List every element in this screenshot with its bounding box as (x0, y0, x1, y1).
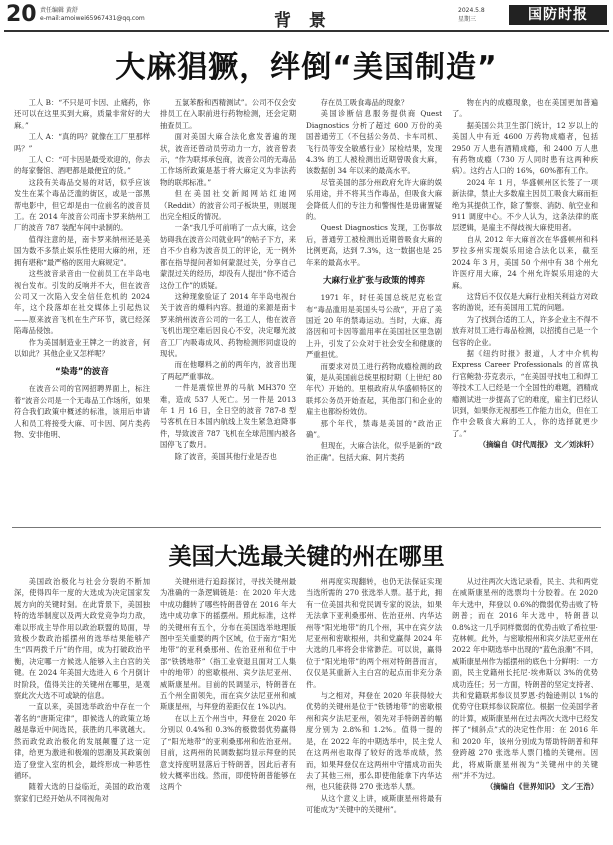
article-credit: （摘编自《世界知识》 文／王浩） (486, 782, 598, 792)
paragraph: 随着大选的日益临近，美国的政治观察家们已经开始从不同视角对 (14, 782, 150, 803)
paragraph: 但在美国社交新闻网站红迪网（Reddit）的波音公司子板块里，则展现出完全相反的情况。 (160, 189, 296, 222)
paragraph: 但现在，大麻合法化，似乎是新的“政治正确”。包括大麻、阿片类药 (306, 441, 442, 462)
paragraph: 与之相对，拜登在 2020 年获得较大优势的关键州是位于“铁锈地带”的密歇根州和宾夕法尼亚州，领先对手特朗普的幅度分别为 2.8%和 1.2%。值得一提的是，在 2022 年的中期选举中，民主党人在这两州也取得了较好的选举成绩，然而，如果拜登仅在这两州中守擂成功而失去了其他三州，那么即使他能拿下内华达州，也只能获得 270 张选举人票。 (306, 691, 442, 792)
article-divider (12, 527, 601, 528)
article1-column-4 (452, 97, 598, 451)
article1-column-2 (160, 97, 296, 462)
paragraph: 作为美国制造业王牌之一的波音，何以如此？其他企业又怎样呢？ (14, 337, 150, 358)
paragraph: 据美国公共卫生部门统计，12 岁以上的美国人中有近 4600 万药物成瘾者，包括 2950 万人患有酒精成瘾，和 2400 万人患有药物成瘾（730 万人同时患有这两种疾病）。这约占人口的 16%，60%都有工作。 (452, 120, 598, 176)
paragraph: 这些波音录音由一位前员工在半岛电视台发布。引发的反响并不大，但在波音公司又一次陷入安全信任危机的 2024 年，这个段落却在社交媒体上引起热议——原来波音飞机在生产环节，就已经深陷毒品侵蚀。 (14, 269, 150, 336)
editor-email: e-mail:amoiwei65967431@qq.com (40, 15, 145, 22)
paragraph: 2024 年 1 月，华盛顿州区长签了一项新法律，禁止大多数雇主因员工吸食大麻而拒绝为其提供工作，除了警察、消防、航空业和 911 调度中心。不少人认为，这条法律的底层逻辑，是雇主不得歧视大麻使用者。 (452, 177, 598, 233)
article2-column-2 (160, 576, 296, 793)
paragraph: 一直以来，美国选举政治中存在一个著名的“唐斯定律”，即候选人的政策立场越是靠近中间选民，获胜的几率就越大。然而政党政治极化的发展颠覆了这一定律，给更为激进和极端的思潮及其政策创造了登堂入室的机会，最终形成一种恶性循环。 (14, 702, 150, 780)
subheading: “染毒”的波音 (55, 367, 109, 378)
article2-headline: 美国大选最关键的州在哪里 (168, 544, 445, 570)
paragraph: 从这个意义上讲，威斯康星州将最有可能成为“关键中的关键州”。 (306, 793, 442, 815)
paragraph: 美国诊断信息服务提供商 Quest Diagnostics 分析了超过 600 万份的美国普通劳工（不包括公务员、卡车司机、飞行员等安全敏感行业）尿检结果，发现 4.3% 的工人被检测出近期曾吸食大麻，该数据创 34 年以来的最高水平。 (306, 109, 442, 176)
paragraph: 从过往两次大选记录看，民主、共和两党在威斯康星州的选票均十分胶着。在 2020 年大选中，拜登以 0.6%的微弱优势击败了特朗普；而在 2016 年大选中，特朗普以 0.8%这一几乎同样微弱的优势击败了希拉里·克林顿。此外，与密歇根州和宾夕法尼亚州在 2022 年中期选举中出现的“蓝色浪潮”不同，威斯康星州作为摇摆州的底色十分鲜明：一方面，民主党籍州长托尼·埃弗斯以 3%的优势成功连任；另一方面，特朗普的坚定支持者、共和党籍联邦参议员罗恩·约翰逊则以 1%的优势守住联邦参议院席位。根据一位美国学者的计算，威斯康星州在过去两次大选中已经发挥了“倾斜点”式的决定性作用：在 2016 年和 2020 年，该州分别成为帮助特朗普和拜登跨越 270 张选举人票门槛的关键州。因此，将威斯康星州视为“关键州中的关键州”并不为过。 (452, 577, 598, 780)
subheading: 大麻行业扩张与政策的博弈 (322, 276, 425, 287)
paragraph: 而要求对员工进行药物成瘾检测的政策，是从美国前总统里根时期（上世纪 80 年代）开始的。里根政府从华盛顿特区的联邦公务员开始查起，其他部门和企业的雇主也都纷纷效仿。 (306, 361, 442, 417)
paragraph: 五氯苯酚和西精测试”。公司不仅会安排员工在入职前进行药物检测，还会定期抽查员工。 (160, 98, 296, 130)
paragraph: 除了波音，美国其他行业是否也 (174, 451, 277, 461)
paragraph: 州再度实现翻转，也仍无法保证实现当选所需的 270 张选举人票。基于此，拥有一位美国共和党民调专家的说法，如果无法拿下亚利桑那州、佐治亚州、内华达州等“阳光地带”的几个州，其中在宾夕法尼亚州和密歇根州，共和党赢得 2024 年大选的几率将会非常渺茫。可以说，赢得位于“阳光地带”的两个州对特朗普而言，仅仅是其重新入主白宫的起点而非充分条件。 (306, 577, 442, 689)
editor-name: 责任编辑 黄舒 (40, 7, 78, 14)
weekday: 星期三 (458, 16, 477, 23)
paragraph: Quest Diagnostics 发现，工伤事故后，普通劳工被检测出近期曾吸食大麻的比例更高，达到 7.3%，这一数据也是 25 年来的最高水平。 (306, 223, 442, 267)
paragraph: 而在他曝料之前的两年内，波音出现了两起严重事故。 (160, 360, 296, 381)
paragraph: 存在员工吸食毒品的现象？ (320, 98, 409, 107)
paragraph: 那个年代，禁毒是美国的“政治正确”。 (306, 418, 442, 439)
paragraph: 这段有关毒品交易的对话，似乎应该发生在某个毒品泛滥的街区，或是一部黑帮电影中，但它却是由一位前名的波音员工。在 2014 年波音公司南卡罗来纳州工厂的波音 787 装配车间中录制的。 (14, 177, 150, 233)
paragraph: 美国政治极化与社会分裂的不断加深，使得四年一度的大选成为决定国家发展方向的关键时刻。在此背景下，美国独特的选举制度以及两大政党竞争均力敌，难以形成主导作用以政治联盟的局面，导致极少数政治摇摆州的选举结果能够产生“四两拨千斤”的作用，成为打破政治平衡，决定哪一方候选人能够入主白宫的关键。在 2024 年美国大选进入 6 个月倒计时阶段，值得关注的关键州在哪里，是观察此次大选不可或缺的信息。 (14, 577, 150, 701)
paragraph: 在以上五个州当中，拜登在 2020 年分别以 0.4%和 0.3%的极微弱优势赢得了“阳光地带”的亚利桑那州和佐治亚州。目前，这两州的民调数据均显示拜登的民意支持度明显落后于特朗普，因此后者有较大概率出线。然而，即使特朗普能够在这两个 (160, 713, 296, 792)
date: 2024.5.8 (458, 7, 485, 14)
article2-column-3 (306, 576, 442, 816)
paragraph: 值得注意的是，南卡罗来纳州还是美国为数不多禁止娱乐性使用大麻的州，还拥有堪称“最严格的医用大麻规定”。 (14, 234, 150, 267)
paragraph: 这背后不仅仅是大麻行业相关利益方对政客的游说，还有美国用工荒的问题。 (452, 291, 598, 313)
article1-column-3 (306, 97, 442, 463)
paragraph: 在波音公司的官网招聘界面上，标注着“波音公司是一个无毒品工作场所，如果符合我们政策中概述的标准，该用后申请人和员工将接受大麻、可卡因、阿片类药物、安非他明、 (14, 384, 150, 439)
issue-date (458, 6, 485, 24)
article1-headline: 大麻猖獗，绊倒“美国制造” (115, 50, 498, 85)
paragraph: 据《纽约时报》报道，人才中介机构 Express Career Professionals 的首席执行官鲍勃·芬克表示，“在美国寻找电工和焊工等技术工人已经是一个全国性的难题，酒精成瘾测试进一步提高了它的难度，雇主们已经认识到，如果你无视那些工作能力出众，但在工作中会吸食大麻的工人，你的选择就更少了。” (452, 348, 598, 438)
article2-column-4 (452, 576, 598, 793)
paragraph: 1971 年，时任美国总统尼克松宣布“毒品滥用是美国头号公敌”，开启了美国近 20 年的禁毒运动。当时，大麻、海洛因和可卡因等滥用率在美国社区里急剧上升，引发了公众对于社会安全和健康的严重担忧。 (306, 293, 442, 360)
brand-logo: 国防时报 (509, 5, 607, 25)
paragraph: 自从 2012 年大麻首次在华盛顿州和科罗拉多州实现娱乐用途合法化以来，截至 2024 年 3 月，美国 50 个州中有 38 个州允许医疗用大麻，24 个州允许娱乐用途的大麻。 (452, 234, 598, 290)
article1-column-1 (14, 97, 150, 440)
paragraph: 一件是震惊世界的马航 MH370 空难，造成 537 人死亡。另一件是 2013 年 1 月 16 日，全日空的波音 787-8 型号客机在日本国内航线上发生紧急迫降事件，导致波音 787 飞机在全球范围内被各国停飞了数月。 (160, 383, 296, 450)
paragraph: 工人 A：“真的吗？就像在工厂里那样吗？” (14, 132, 150, 153)
section-title: 背 景 (274, 11, 332, 31)
article2-column-1 (14, 576, 150, 804)
paragraph: 面对美国大麻合法化愈发普遍的现状，波音还曾动员劳动力一方，波音曾表示，“作为联邦承包商，波音公司的无毒品工作场所政策是基于将大麻定义为非法药物的联邦标准。” (160, 132, 296, 187)
paragraph: 工人 C：“可卡因是最受欢迎的，你去的每家餐馆、酒吧都是最便宜的货。” (14, 155, 150, 176)
editor-info (40, 7, 145, 23)
paragraph: 关键州进行追踪探讨，寻找关键州最为准确的一条逻辑链是：在 2020 年大选中成功翻转了哪些特朗普曾在 2016 年大选中成功拿下的摇摆州。照此标准，这样的关键州有五个，分布在美国选举地理版图中至关重要的两个区域，位于南方“阳光地带”的亚利桑那州、佐治亚州和位于中部“铁锈地带”（指工业衰退且面对工人集中的地带）的密歇根州、宾夕法尼亚州、威斯康星州。目前的民调显示，特朗普在五个州全面领先，而在宾夕法尼亚州和威斯康星州，与拜登的差距仅在 1%以内。 (160, 577, 296, 712)
page-header (4, 2, 609, 32)
page-number: 20 (6, 2, 37, 27)
paragraph: 工人 B：“不只是可卡因、止痛药，你还可以在这里买到大麻，质量非常好的大麻。” (14, 98, 150, 130)
article-credit: （摘编自《时代周报》 文／刘沫轩） (478, 440, 598, 450)
paragraph: 物在内的成瘾现象，也在美国更加普遍了。 (452, 98, 598, 119)
paragraph: 这种现象验证了 2014 年半岛电视台关于波音的爆料内容。报道的来源是南卡罗来纳州波音公司的一名工人，他在波音飞机出现空难后因良心不安，决定曝光波音工厂内吸毒成风、药物检测形同虚设的现状。 (160, 291, 296, 358)
paragraph: 尽管美国的部分州政府允许大麻的娱乐用途，并不将其当作毒品，但吸食大麻会降低人们的专注力和警惕性是毋庸置疑的。 (306, 177, 442, 222)
paragraph: 一条“我几乎可前哨了一点大麻，这会妨碍我在波音公司就业吗”的帖子下方，来自不少自称为波音员工的评论，无一例外都在指导提问者如何蒙混过关，分享自己蒙混过关的经历，却没有人提出“你不适合这份工作”的质疑。 (160, 223, 296, 290)
paragraph: 为了找到合适的工人，许多企业主不得不放弃对员工进行毒品检测，以招揽自己是一个包容的企业。 (452, 314, 598, 347)
